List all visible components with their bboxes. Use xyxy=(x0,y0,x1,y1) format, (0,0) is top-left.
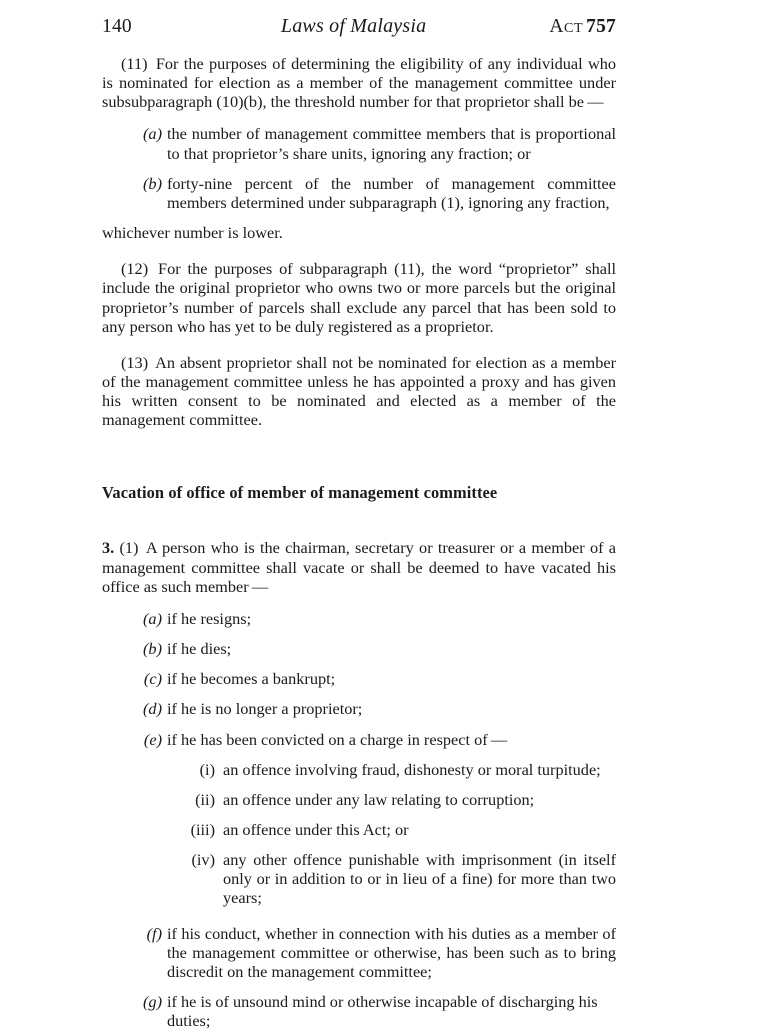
running-header xyxy=(102,16,616,37)
paragraph-12-text: For the purposes of subparagraph (11), the word “proprietor” shall include the original proprietor who owns two or more parcels but the original proprietor’s number of parcels shall exclude any parcel that has been sold to any person who has yet to be duly registered as a proprietor. xyxy=(102,259,616,336)
spacer xyxy=(102,658,616,669)
spacer xyxy=(102,839,616,850)
list-item xyxy=(102,639,616,658)
subsection-number: (1) xyxy=(119,538,139,558)
list-item-text: if he becomes a bankrupt; xyxy=(167,669,336,689)
list-item-text: if he resigns; xyxy=(167,608,252,628)
list-item-label: (f) xyxy=(146,923,162,943)
sub-list-item-text: an offence involving fraud, dishonesty or moral turpitude; xyxy=(223,759,601,779)
section-3-paragraph xyxy=(102,538,616,595)
sub-list-item-text: any other offence punishable with imprisonment (in itself only or in addition to or in lieu of a fine) for more than two years; xyxy=(223,850,616,908)
body-column xyxy=(102,54,616,1030)
act-reference xyxy=(549,17,616,37)
list-item xyxy=(102,699,616,718)
list-item-text: if he is no longer a proprietor; xyxy=(167,699,363,719)
list-item-label: (c) xyxy=(143,669,162,689)
section-heading: Vacation of office of member of management committee xyxy=(102,482,498,502)
spacer xyxy=(102,628,616,639)
spacer xyxy=(102,749,616,760)
sub-list-item-text: an offence under any law relating to corruption; xyxy=(223,789,535,809)
list-item-text: the number of management committee members that is proportional to that proprietor’s share units, ignoring any fraction; or xyxy=(167,124,616,163)
list-item xyxy=(102,924,616,981)
list-item-label: (g) xyxy=(143,992,162,1012)
spacer xyxy=(102,809,616,820)
sub-list-item-label: (iii) xyxy=(190,820,215,839)
sub-list-item xyxy=(102,790,616,809)
sub-list-item-text: an offence under this Act; or xyxy=(223,820,409,839)
spacer xyxy=(102,981,616,992)
act-label: Act xyxy=(549,16,584,37)
spacer xyxy=(102,111,616,124)
spacer xyxy=(102,212,616,223)
spacer xyxy=(102,779,616,790)
spacer xyxy=(102,518,616,538)
list-item xyxy=(102,992,616,1030)
list-item-text: if he dies; xyxy=(167,639,232,659)
list-item xyxy=(102,669,616,688)
list-item-text: if he has been convicted on a charge in respect of — xyxy=(167,729,508,749)
sub-list-item-label: (i) xyxy=(199,759,215,779)
act-number: 757 xyxy=(586,16,616,37)
list-item-label: (b) xyxy=(143,639,162,659)
paragraph-12 xyxy=(102,259,616,336)
document-title: Laws of Malaysia xyxy=(280,15,427,37)
list-item-text: if he is of unsound mind or otherwise incapable of discharging his duties; xyxy=(167,992,598,1030)
sub-list-item xyxy=(102,820,616,839)
sub-list-item-label: (ii) xyxy=(195,789,215,809)
list-item-label: (a) xyxy=(143,124,162,144)
spacer xyxy=(102,430,616,467)
list-item-label: (d) xyxy=(143,699,162,719)
list-item xyxy=(102,609,616,628)
list-item-text: if his conduct, whether in connection with his duties as a member of the management committee or otherwise, has been such as to bring discredit on the management committee; xyxy=(167,923,616,981)
spacer xyxy=(102,908,616,924)
paragraph-11-number: (11) xyxy=(121,54,148,73)
paragraph-13-text: An absent proprietor shall not be nominated for election as a member of the management committee unless he has appointed a proxy and has given his written consent to be nominated and elected as a member of the management committee. xyxy=(102,352,616,430)
spacer xyxy=(102,242,616,259)
list-item-label: (a) xyxy=(143,608,162,628)
spacer xyxy=(102,719,616,730)
list-item xyxy=(102,124,616,162)
spacer xyxy=(102,596,616,609)
paragraph-11-closing: whichever number is lower. xyxy=(102,223,283,243)
paragraph-11-text: For the purposes of determining the eligibility of any individual who is nominated for election as a member of the management committee under subsubparagraph (10)(b), the threshold number for that proprietor shall be — xyxy=(102,54,616,112)
spacer xyxy=(102,163,616,174)
paragraph-11 xyxy=(102,54,616,111)
paragraph-13-number: (13) xyxy=(121,352,149,372)
page-number: 140 xyxy=(102,16,132,37)
paragraph-12-number: (12) xyxy=(121,259,149,279)
section-3-text: A person who is the chairman, secretary or treasurer or a member of a management committee shall vacate or shall be deemed to have vacated his office as such member — xyxy=(102,538,616,596)
list-item xyxy=(102,174,616,212)
sub-list-item xyxy=(102,760,616,779)
spacer xyxy=(102,336,616,353)
spacer xyxy=(102,688,616,699)
list-item-label: (b) xyxy=(143,173,162,193)
sub-list-item xyxy=(102,850,616,907)
list-item xyxy=(102,730,616,749)
sub-list-item-label: (iv) xyxy=(191,850,215,870)
section-number: 3. xyxy=(102,538,115,558)
list-item-text: forty-nine percent of the number of management committee members determined under subparagraph (1), ignoring any fraction, xyxy=(167,173,616,212)
paragraph-13 xyxy=(102,353,616,430)
list-item-label: (e) xyxy=(143,729,162,749)
